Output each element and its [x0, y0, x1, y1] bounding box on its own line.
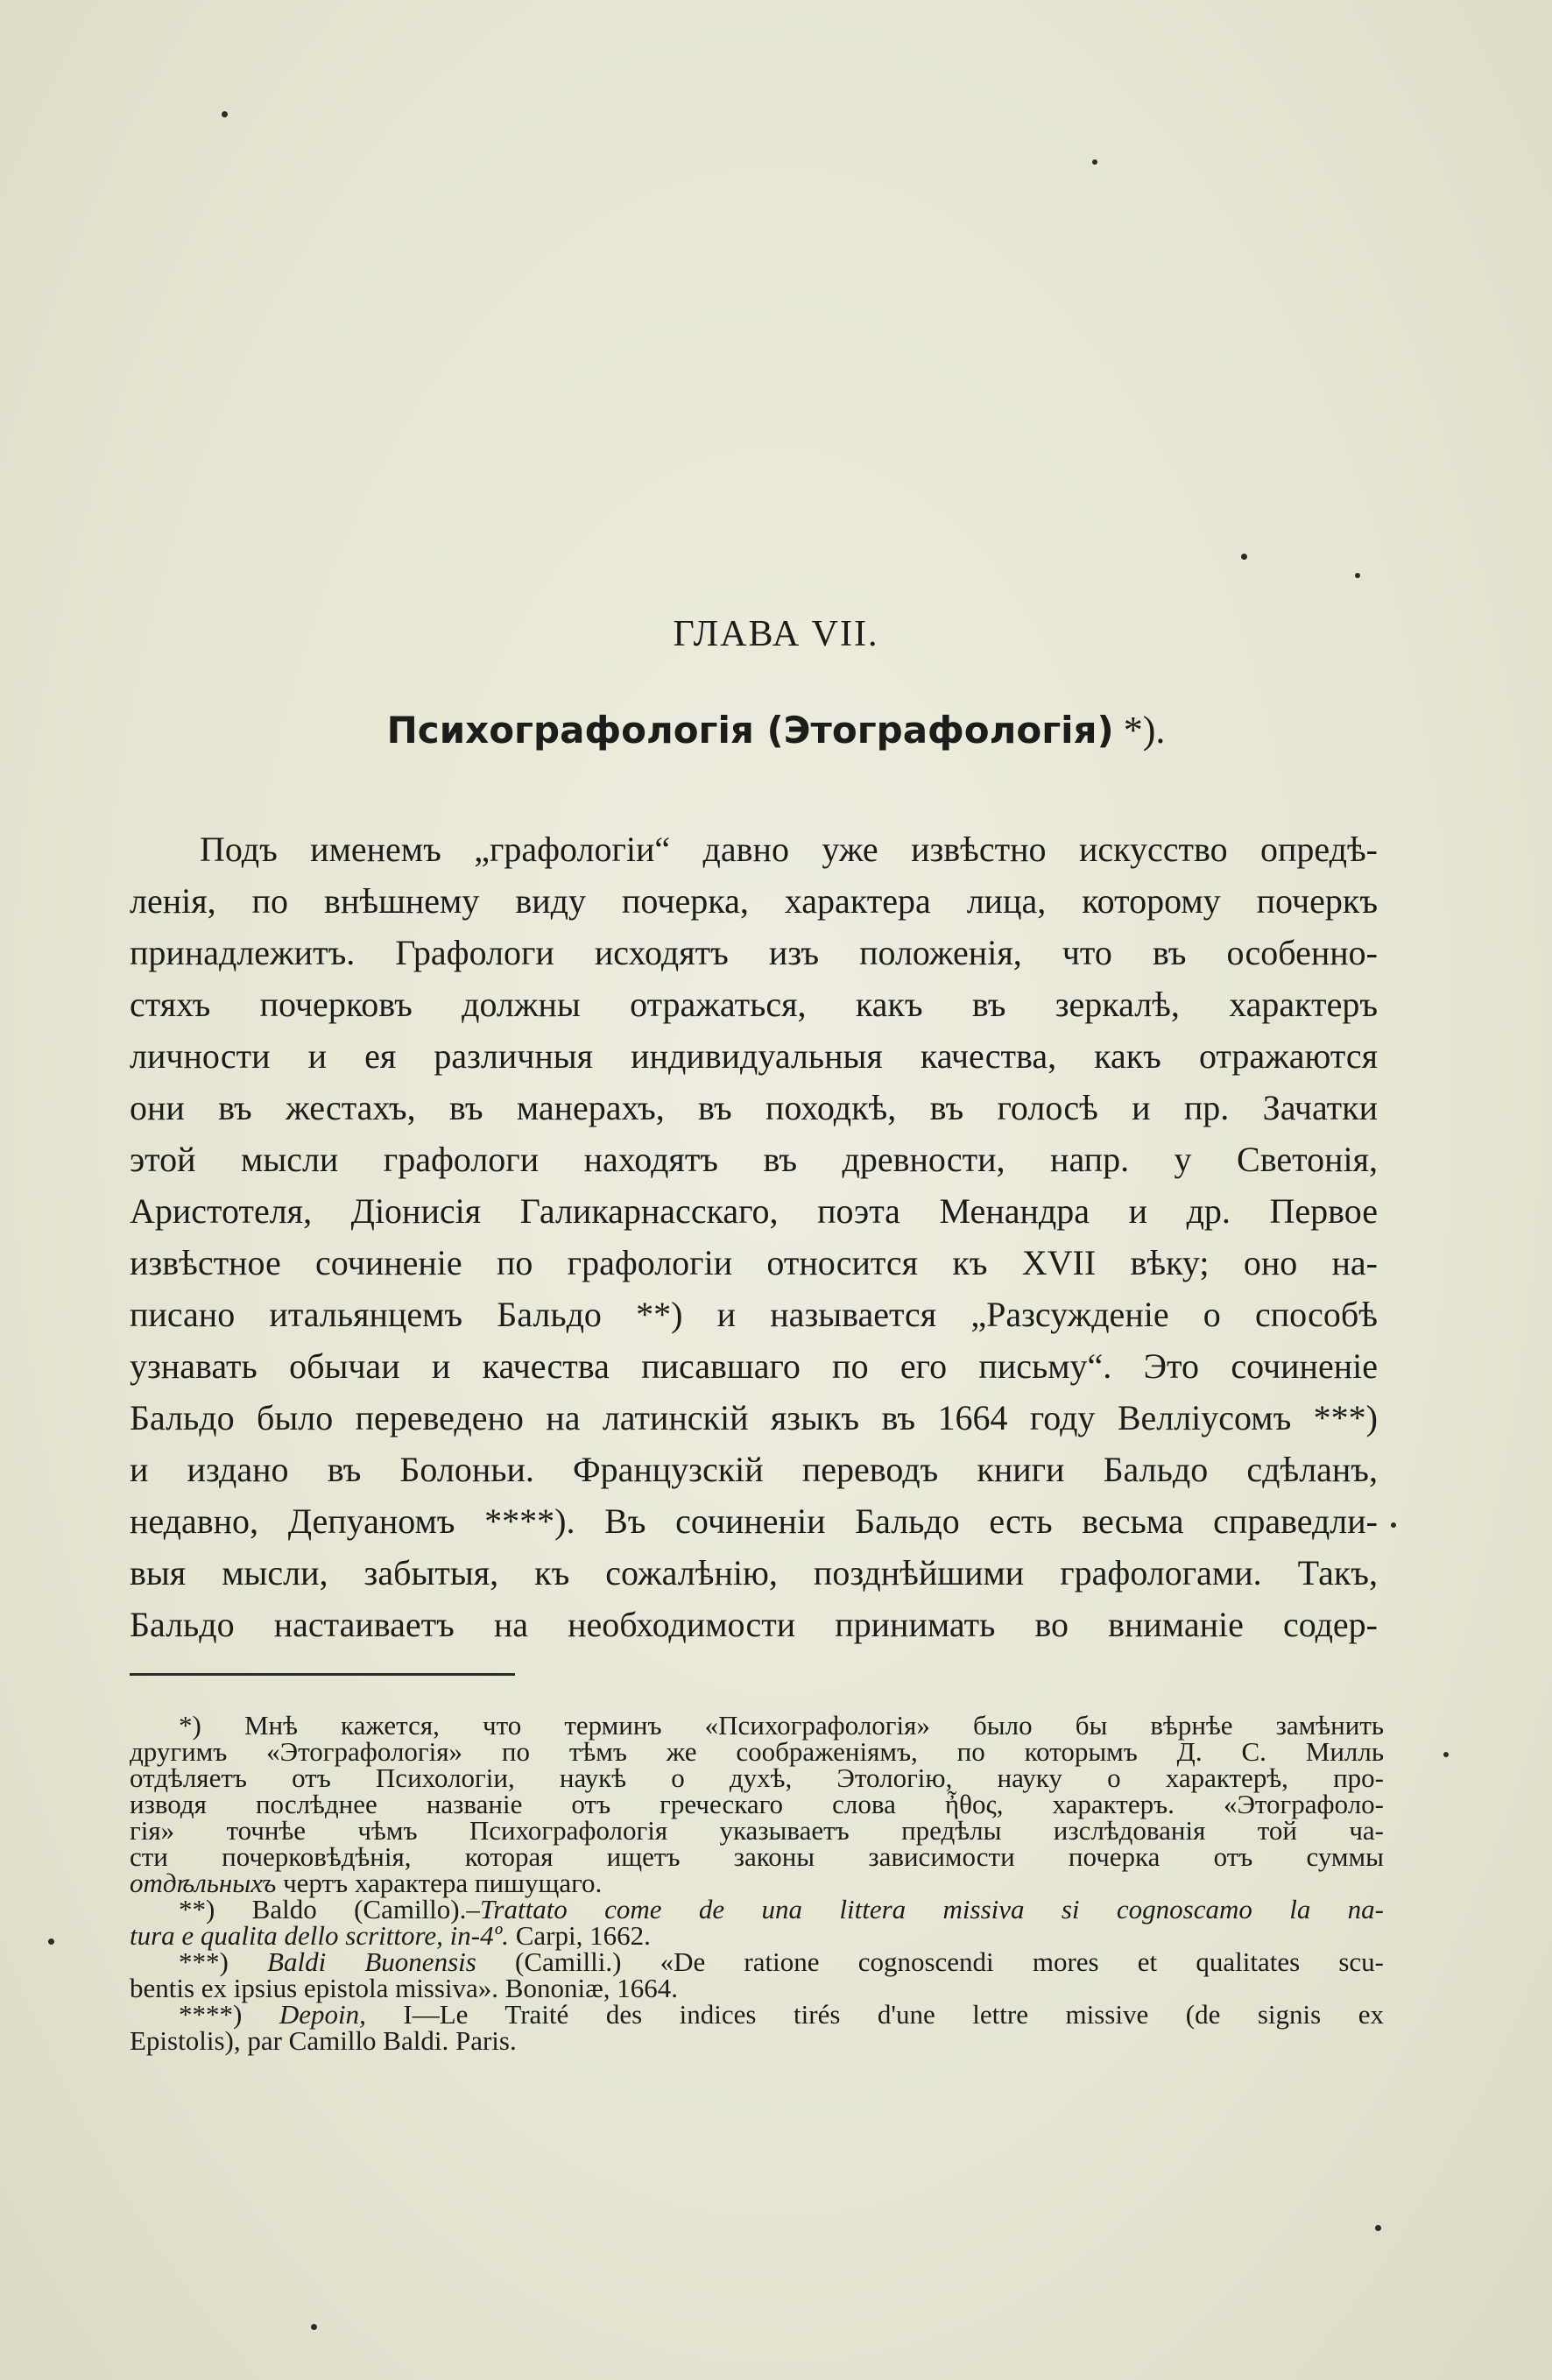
- footnote-1-line: другимъ «Этографологія» по тѣмъ же соображеніямъ, по которымъ Д. С. Милль: [130, 1736, 1384, 1767]
- chapter-heading: ГЛАВА VII.: [673, 614, 879, 654]
- scan-speck: [1391, 1522, 1396, 1528]
- footnote-4-author: Depoin,: [279, 1999, 366, 2030]
- body-line: стяхъ почерковъ должны отражаться, какъ въ зеркалѣ, характеръ: [130, 985, 1378, 1024]
- footnote-1-line: отдѣляетъ отъ Психологіи, наукѣ о духѣ, Этологію, науку о характерѣ, про-: [130, 1762, 1384, 1793]
- footnote-1-line: гія» точнѣе чѣмъ Психографологія указываетъ предѣлы изслѣдованія той ча-: [130, 1815, 1384, 1846]
- body-paragraph: [130, 823, 1378, 1650]
- chapter-title-footnote-mark: *).: [1113, 709, 1166, 752]
- footnotes: [130, 1710, 1384, 2056]
- footnote-4-line: [130, 1999, 1384, 2030]
- body-line: недавно, Депуаномъ ****). Въ сочиненіи Бальдо есть весьма справедли-: [130, 1501, 1378, 1541]
- footnote-1-line: *) Мнѣ кажется, что терминъ «Психографологія» было бы вѣрнѣе замѣнить: [179, 1710, 1384, 1741]
- footnote-2-line: [130, 1920, 1384, 1951]
- footnote-2-tail: Carpi, 1662.: [508, 1920, 651, 1951]
- body-line: Бальдо настаиваетъ на необходимости принимать во вниманіе содер-: [130, 1605, 1378, 1644]
- body-line: этой мысли графологи находятъ въ древности, напр. у Светонія,: [130, 1140, 1378, 1179]
- scan-speck: [311, 2324, 317, 2330]
- body-line: писано итальянцемъ Бальдо **) и называется „Разсужденіе о способѣ: [130, 1295, 1378, 1334]
- footnote-divider: [130, 1673, 515, 1676]
- footnote-3-line: [130, 1946, 1384, 1977]
- footnote-2-lead: **) Baldo (Camillo).–: [179, 1894, 480, 1924]
- footnote-3-text: (Camilli.) «De ratione cognoscendi mores et qualitates scu-: [476, 1946, 1384, 1977]
- chapter-title: [0, 708, 1552, 752]
- footnote-1-last-line: [130, 1870, 1384, 1896]
- scan-speck: [1241, 554, 1247, 560]
- body-line: принадлежитъ. Графологи исходятъ изъ положенія, что въ особенно-: [130, 933, 1378, 972]
- body-line: Аристотеля, Діонисія Галикарнасскаго, поэта Менандра и др. Первое: [130, 1191, 1378, 1231]
- footnote-4-lead: ****): [179, 1999, 279, 2030]
- footnote-1-tail: чертъ характера пишущаго.: [276, 1868, 603, 1898]
- scan-speck: [1355, 573, 1360, 578]
- footnote-3-author: Baldi Buonensis: [267, 1946, 476, 1977]
- chapter-title-text: Психографологія (Этографологія): [386, 709, 1114, 752]
- scan-speck: [48, 1939, 54, 1945]
- body-line: они въ жестахъ, въ манерахъ, въ походкѣ, въ голосѣ и пр. Зачатки: [130, 1088, 1378, 1127]
- body-line: Бальдо было переведено на латинскій языкъ въ 1664 году Веллiусомъ ***): [130, 1398, 1378, 1437]
- scan-speck: [1092, 159, 1097, 165]
- footnote-1-italic: отдѣльныхъ: [130, 1868, 277, 1898]
- body-line: ленія, по внѣшнему виду почерка, характера лица, которому почеркъ: [130, 881, 1378, 921]
- body-line: личности и ея различныя индивидуальныя качества, какъ отражаются: [130, 1036, 1378, 1076]
- scan-speck: [1375, 2225, 1381, 2231]
- footnote-2-title-cont: tura e qualita dello scrittore, in-4º.: [130, 1920, 509, 1951]
- footnote-4-text: I—Le Traité des indices tirés d'une lettre missive (de signis ex: [365, 1999, 1384, 2030]
- footnote-1-line: изводя послѣднее названіе отъ греческаго слова ἦθος, характеръ. «Этографоло-: [130, 1789, 1384, 1819]
- footnote-3-lead: ***): [179, 1946, 268, 1977]
- footnote-2-line: [130, 1896, 1384, 1923]
- footnote-1-line: сти почерковѣдѣнія, которая ищетъ законы зависимости почерка отъ суммы: [130, 1841, 1384, 1872]
- scan-speck: [1443, 1752, 1449, 1757]
- footnote-4-line: Epistolis), par Camillo Baldi. Paris.: [130, 2025, 517, 2056]
- body-line: выя мысли, забытыя, къ сожалѣнію, позднѣйшими графологами. Такъ,: [130, 1553, 1378, 1593]
- body-line: Подъ именемъ „графологіи“ давно уже извѣстно искусство опредѣ-: [200, 830, 1378, 869]
- footnote-3-line: bentis ex ipsius epistola missiva». Bononiæ, 1664.: [130, 1973, 679, 2003]
- body-line: и издано въ Болоньи. Французскій переводъ книги Бальдо сдѣланъ,: [130, 1450, 1378, 1489]
- body-line: узнавать обычаи и качества писавшаго по его письму“. Это сочиненіе: [130, 1346, 1378, 1386]
- body-line: извѣстное сочиненіе по графологіи относится къ XVII вѣку; оно на-: [130, 1243, 1378, 1282]
- footnote-2-title: Trattato come de una littera missiva si cognoscamo la na-: [479, 1894, 1384, 1924]
- scan-speck: [222, 111, 228, 117]
